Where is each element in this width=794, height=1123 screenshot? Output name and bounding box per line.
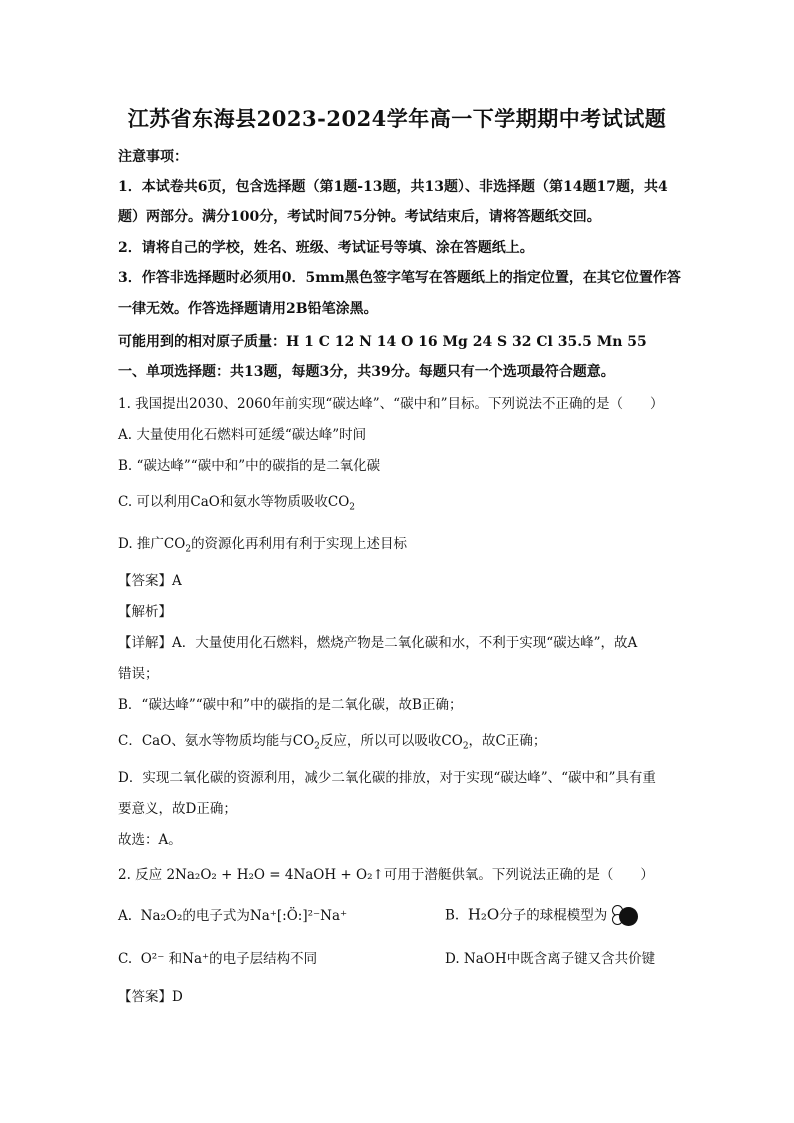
notice-line-1: 1．本试卷共6页，包含选择题（第1题-13题，共13题）、非选择题（第14题17题，共4 <box>118 179 668 195</box>
q2-option-d: D. NaOH中既含离子键又含共价键 <box>445 951 656 967</box>
q1-detail-2: 错误； <box>118 666 159 682</box>
notice-line-2: 题）两部分。满分100分，考试时间75分钟。考试结束后，请将答题纸交回。 <box>118 209 601 225</box>
q2-option-b <box>445 905 648 927</box>
q1-option-c-text: C. 可以利用CaO和氨水等物质吸收CO <box>118 494 350 510</box>
section-heading: 一、单项选择题：共13题，每题3分，共39分。每题只有一个选项最符合题意。 <box>118 364 615 380</box>
q2-equation: 2Na₂O₂ + H₂O = 4NaOH + O₂↑ <box>166 867 384 883</box>
q1-option-d <box>118 535 407 553</box>
q1-detail-1: 【详解】A．大量使用化石燃料，燃烧产物是二氧化碳和水，不利于实现“碳达峰”，故A <box>118 635 638 651</box>
q1-stem: 1. 我国提出2030、2060年前实现“碳达峰”、“碳中和”目标。下列说法不正确的是（ ） <box>118 396 664 412</box>
q1-detail-3: B．“碳达峰”“碳中和”中的碳指的是二氧化碳，故B正确； <box>118 697 463 713</box>
q2-option-c-ion: O²⁻ <box>140 951 165 967</box>
q2-option-c <box>118 950 317 968</box>
q2-stem <box>118 866 654 884</box>
q1-option-a: A. 大量使用化石燃料可延缓“碳达峰”时间 <box>118 427 367 443</box>
page-title: 江苏省东海县2023-2024学年高一下学期期中考试试题 <box>127 106 667 131</box>
subscript: 2 <box>462 741 469 752</box>
notice-line-3: 2．请将自己的学校，姓名、班级、考试证号等填、涂在答题纸上。 <box>118 240 534 256</box>
atomic-masses: 可能用到的相对原子质量：H 1 C 12 N 14 O 16 Mg 24 S 32 Cl 35.5 Mn 55 <box>118 334 647 350</box>
q2-option-b-text: 分子的球棍模型为 <box>499 907 608 924</box>
q1-option-d-text: D. 推广CO <box>118 536 186 552</box>
q2-option-a-formula: Na₂O₂ <box>140 908 183 924</box>
subscript: 2 <box>349 502 356 513</box>
q2-option-c-text: 和Na⁺的电子层结构不同 <box>168 951 318 967</box>
q1-detail-4-suffix: ，故C正确； <box>468 733 547 749</box>
q1-analysis: 【解析】 <box>118 604 172 620</box>
q1-detail-4-mid: 反应，所以可以吸收CO <box>319 733 463 749</box>
q2-option-a <box>118 907 347 925</box>
q2-option-c-label: C. <box>118 951 133 967</box>
subscript: 2 <box>185 544 192 555</box>
notice-heading: 注意事项： <box>118 149 188 165</box>
q1-detail-4 <box>118 732 546 750</box>
q1-option-c <box>118 493 355 511</box>
oxygen-atom-icon <box>619 907 638 926</box>
q2-stem-suffix: 可用于潜艇供氧。下列说法正确的是（ ） <box>383 867 654 883</box>
q2-option-b-label: B. <box>445 907 460 924</box>
q1-detail-4-text: C．CaO、氨水等物质均能与CO <box>118 733 315 749</box>
notice-line-4: 3．作答非选择题时必须用0．5mm黑色签字笔写在答题纸上的指定位置，在其它位置作答 <box>118 270 681 286</box>
q2-option-a-label: A. <box>118 908 133 924</box>
subscript: 2 <box>314 741 320 752</box>
q1-option-d-suffix: 的资源化再利用有利于实现上述目标 <box>191 536 408 552</box>
q2-option-b-formula: H₂O <box>467 905 500 924</box>
q1-conclusion: 故选：A。 <box>118 832 182 848</box>
q1-answer: 【答案】A <box>118 573 182 589</box>
q1-detail-6: 要意义，故D正确； <box>118 801 237 817</box>
q2-answer: 【答案】D <box>118 989 183 1005</box>
q2-option-a-text: 的电子式为 <box>182 908 250 924</box>
ball-and-stick-model-icon <box>612 905 648 927</box>
q1-detail-5: D．实现二氧化碳的资源利用，减少二氧化碳的排放，对于实现“碳达峰”、“碳中和”具有重 <box>118 770 656 786</box>
q2-stem-prefix: 2. 反应 <box>118 867 163 883</box>
notice-line-5: 一律无效。作答选择题请用2B铅笔涂黑。 <box>118 301 378 317</box>
electron-dot-structure: Na⁺[:Ö:]²⁻Na⁺ <box>249 908 348 924</box>
q1-option-b: B. “碳达峰”“碳中和”中的碳指的是二氧化碳 <box>118 458 381 474</box>
